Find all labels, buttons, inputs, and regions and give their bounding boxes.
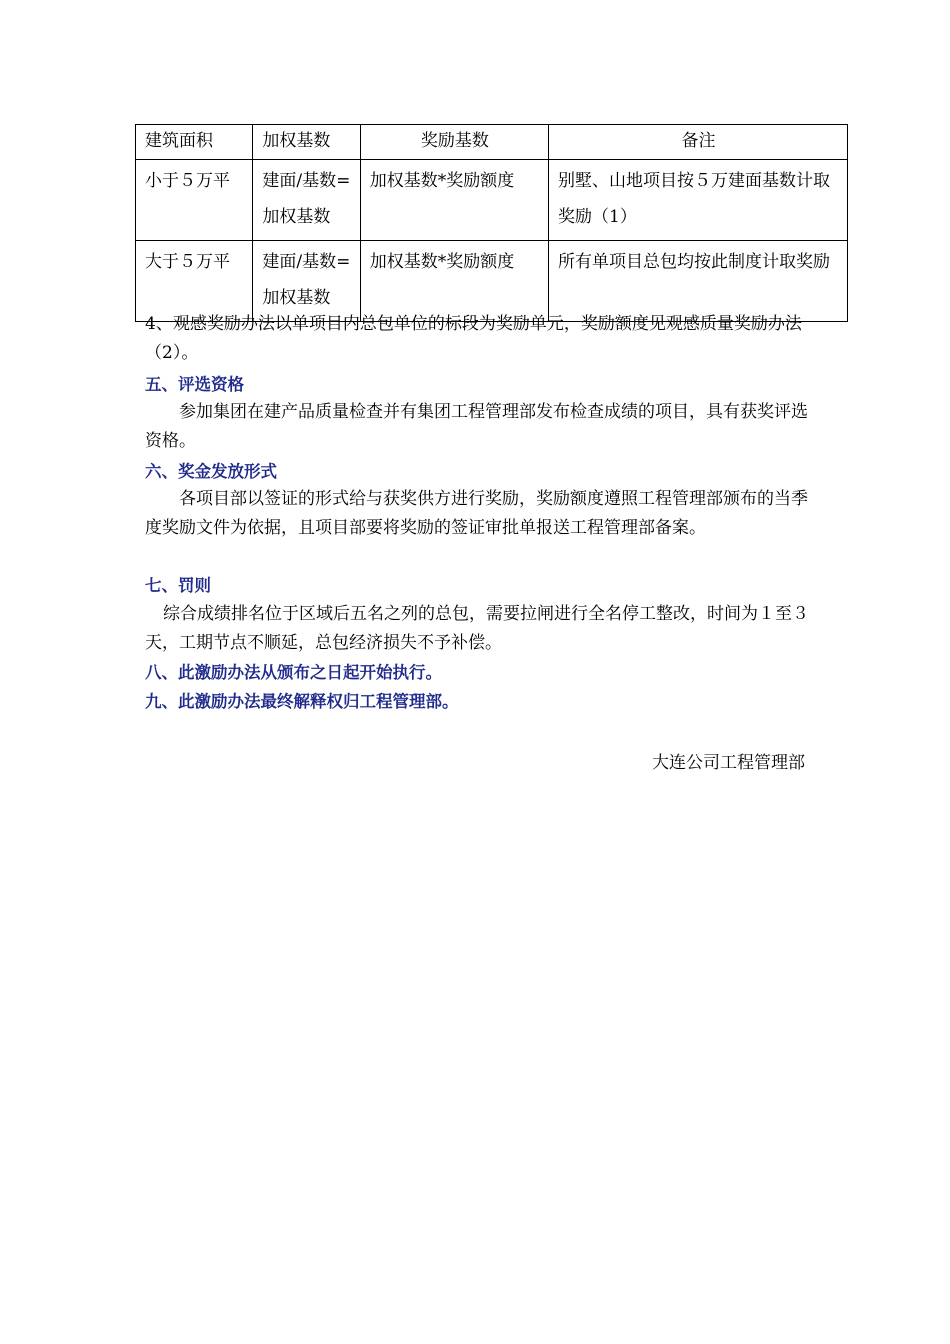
header-weight: 加权基数 [253,125,360,160]
section-7-title: 七、罚则 [145,576,211,595]
section-8-title: 八、此激励办法从颁布之日起开始执行。 [145,663,442,682]
cell-reward: 加权基数*奖励额度 [360,160,548,241]
section-6-title: 六、奖金发放形式 [145,462,277,481]
section-6-body: 各项目部以签证的形式给与获奖供方进行奖励，奖励额度遵照工程管理部颁布的当季度奖励文件为依据，且项目部要将奖励的签证审批单报送工程管理部备案。 [145,489,808,538]
item-4-paragraph: 4、观感奖励办法以单项目内总包单位的标段为奖励单元，奖励额度见观感质量奖励办法（2）。 [145,314,802,363]
cell-weight: 建面/基数=加权基数 [253,241,360,322]
header-area: 建筑面积 [136,125,253,160]
section-7-body: 综合成绩排名位于区域后五名之列的总包，需要拉闸进行全名停工整改，时间为１至３天，工期节点不顺延，总包经济损失不予补偿。 [145,604,809,653]
section-9-title: 九、此激励办法最终解释权归工程管理部。 [145,692,459,711]
section-5-title: 五、评选资格 [145,375,244,394]
cell-reward: 加权基数*奖励额度 [360,241,548,322]
table-header-row [136,125,848,160]
cell-note: 别墅、山地项目按５万建面基数计取奖励（1） [549,160,848,241]
cell-area: 大于５万平 [136,241,253,322]
cell-area: 小于５万平 [136,160,253,241]
signature: 大连公司工程管理部 [652,753,805,773]
cell-note: 所有单项目总包均按此制度计取奖励 [549,241,848,322]
table-row [136,160,848,241]
section-5-body: 参加集团在建产品质量检查并有集团工程管理部发布检查成绩的项目，具有获奖评选资格。 [145,402,808,451]
header-note: 备注 [549,125,848,160]
reward-table [135,124,848,322]
cell-weight: 建面/基数=加权基数 [253,160,360,241]
header-reward: 奖励基数 [360,125,548,160]
